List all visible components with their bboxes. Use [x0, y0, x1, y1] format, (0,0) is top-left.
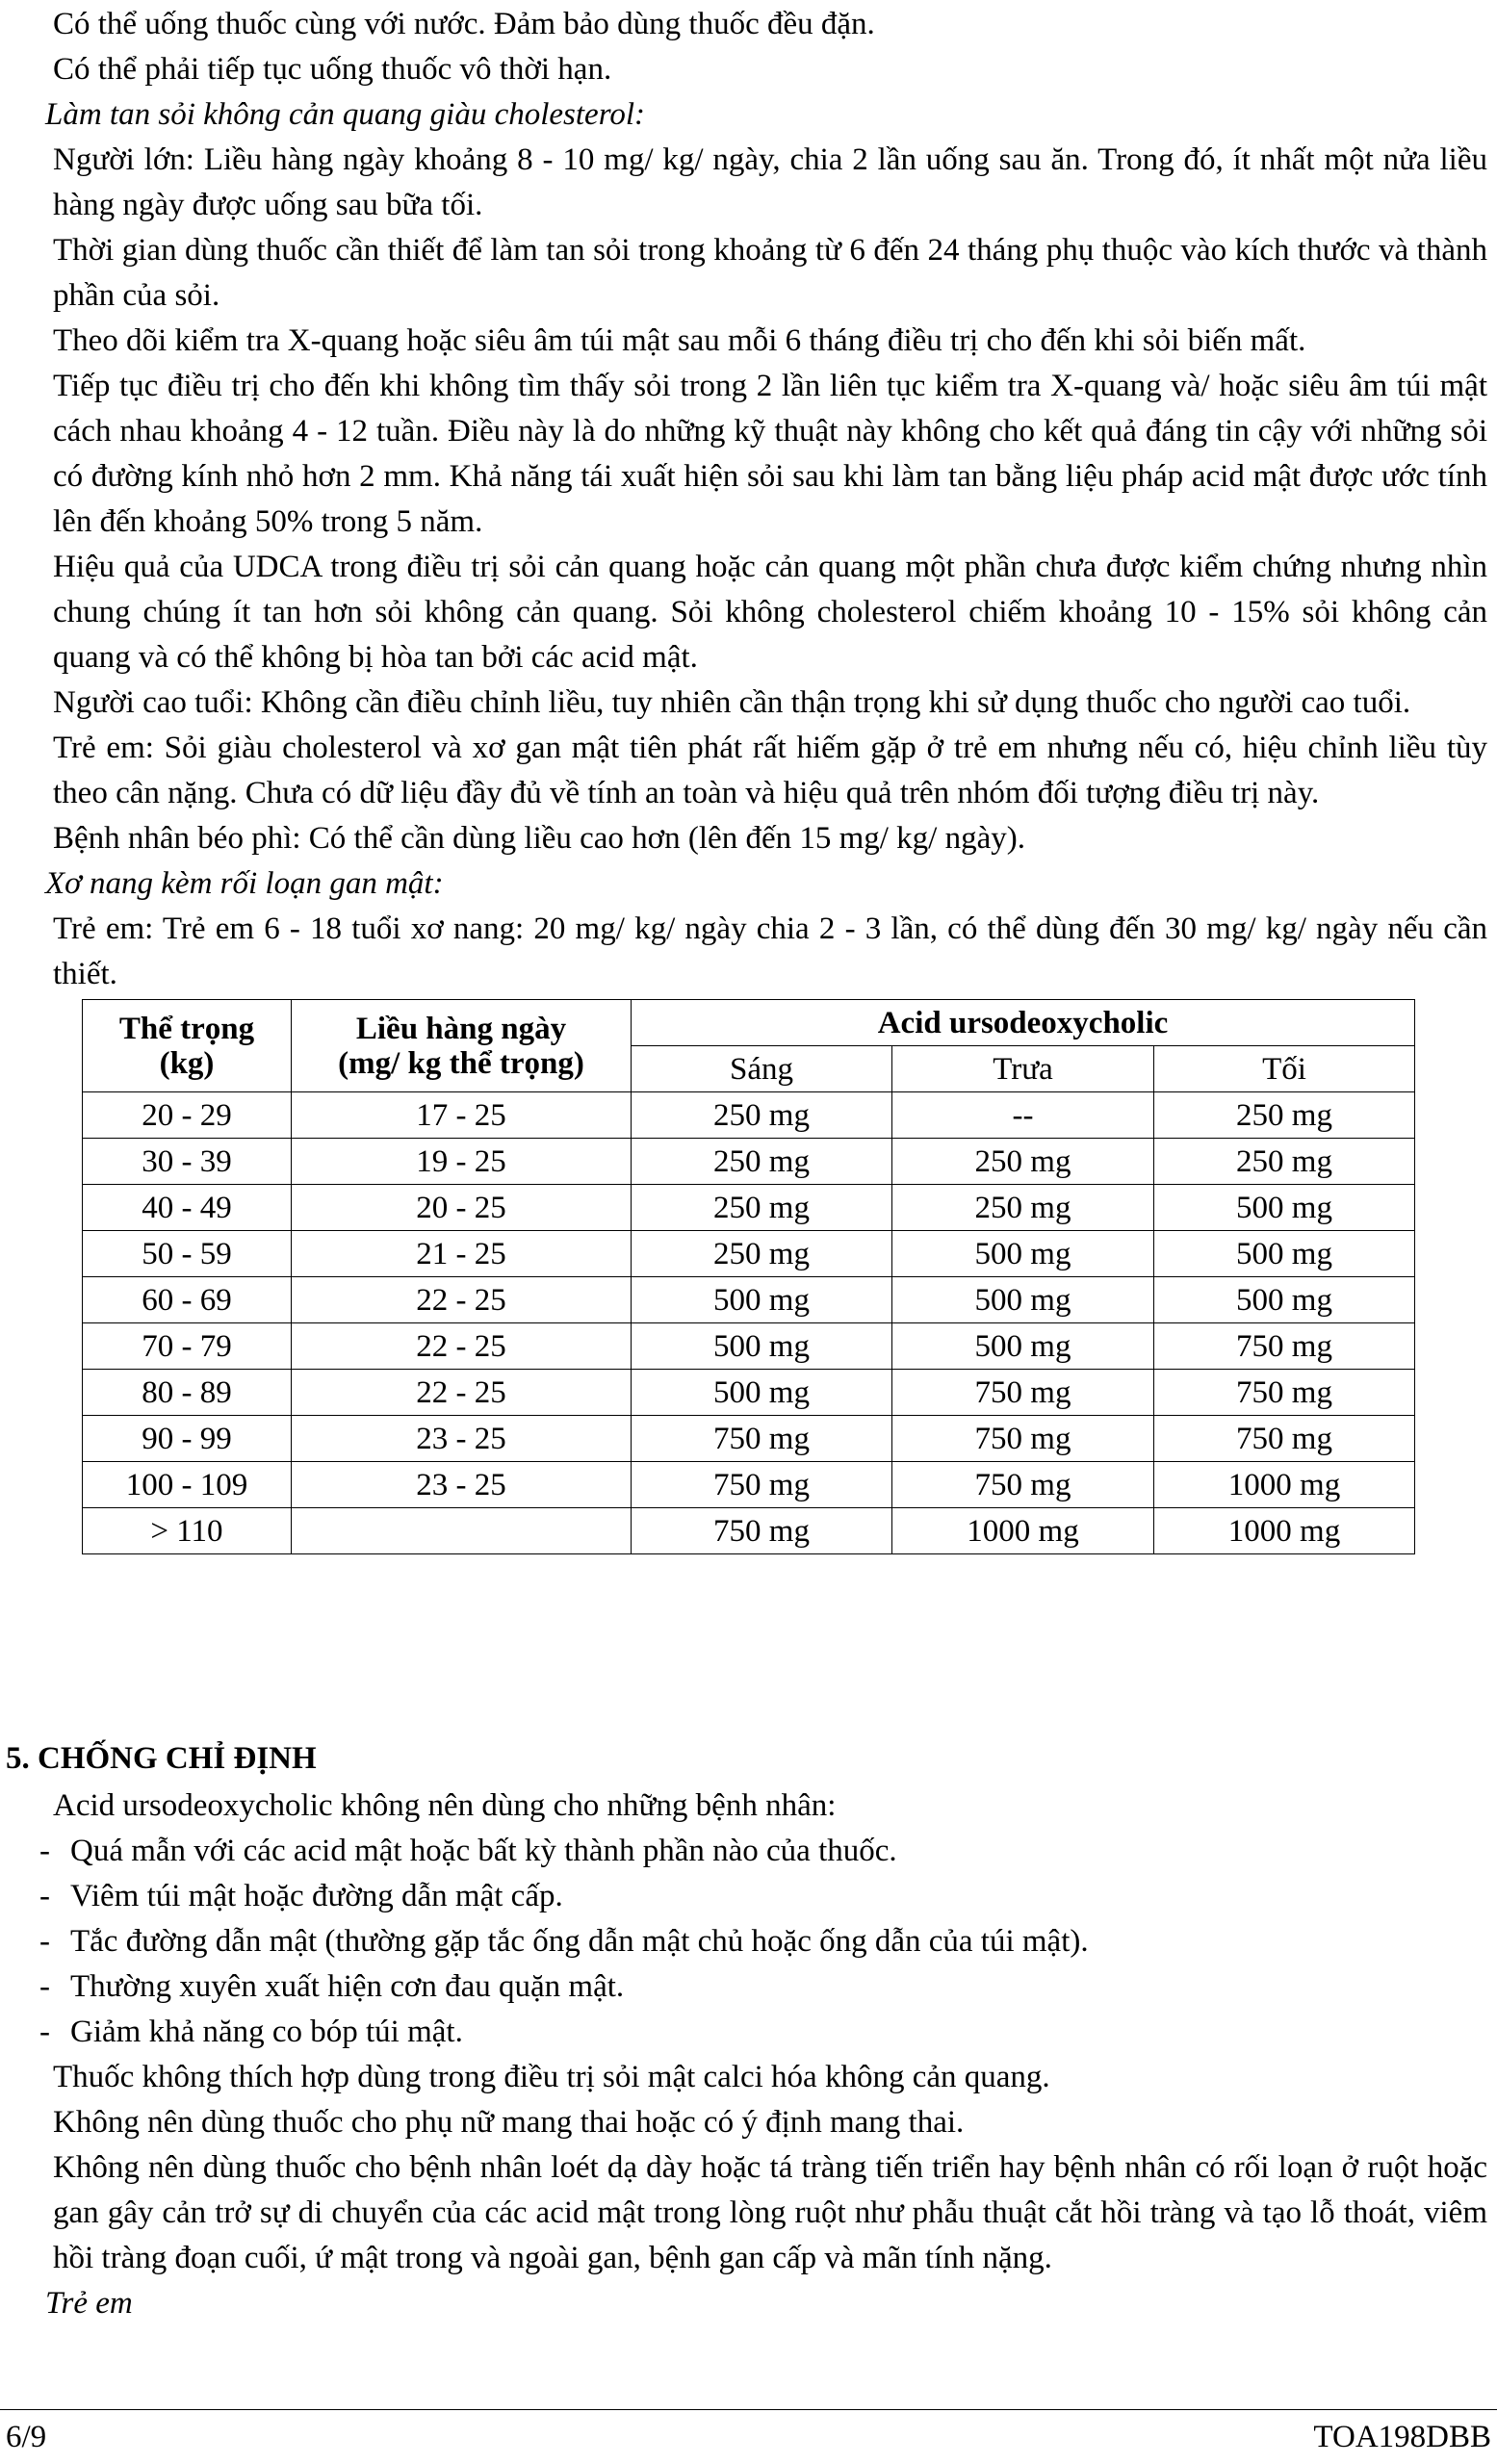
- table-cell: 250 mg: [632, 1185, 892, 1231]
- paragraph: Trẻ em: Sỏi giàu cholesterol và xơ gan mật tiên phát rất hiếm gặp ở trẻ em nhưng nếu có, hiệu chỉnh liều tùy theo cân nặng. Chưa có dữ liệu đầy đủ về tính an toàn và hiệu quả trên nhóm đối tượng điều trị này.: [53, 731, 1487, 810]
- table-row: [83, 1277, 1415, 1323]
- table-cell: 20 - 25: [292, 1185, 632, 1231]
- document-body: [45, 2, 1487, 1554]
- table-cell: 1000 mg: [1154, 1508, 1415, 1554]
- table-cell: 750 mg: [632, 1508, 892, 1554]
- table-cell: 750 mg: [1154, 1416, 1415, 1462]
- table-row: [83, 1231, 1415, 1277]
- table-row: [83, 1139, 1415, 1185]
- document-code: TOA198DBB: [1313, 2420, 1491, 2454]
- table-cell: 500 mg: [1154, 1185, 1415, 1231]
- table-cell: 500 mg: [1154, 1231, 1415, 1277]
- table-cell: 22 - 25: [292, 1370, 632, 1416]
- table-row: [83, 1462, 1415, 1508]
- subheading-noncalcified-stones: Làm tan sỏi không cản quang giàu cholesterol:: [45, 97, 645, 132]
- table-cell: 1000 mg: [1154, 1462, 1415, 1508]
- table-cell: 21 - 25: [292, 1231, 632, 1277]
- paragraph: Hiệu quả của UDCA trong điều trị sỏi cản quang hoặc cản quang một phần chưa được kiểm chứng nhưng nhìn chung chúng ít tan hơn sỏi không cản quang. Sỏi không cholesterol chiếm khoảng 10 - 15% sỏi không cản quang và có thể không bị hòa tan bởi các acid mật.: [53, 550, 1487, 675]
- header-acid-ursodeoxycholic: Acid ursodeoxycholic: [632, 1000, 1415, 1046]
- table-cell: 50 - 59: [83, 1231, 292, 1277]
- paragraph: Thuốc không thích hợp dùng trong điều trị sỏi mật calci hóa không cản quang.: [53, 2060, 1050, 2094]
- table-cell: 750 mg: [892, 1462, 1154, 1508]
- page-number: 6/9: [6, 2420, 47, 2454]
- subheading-children: Trẻ em: [45, 2286, 133, 2321]
- contraindications-body: [45, 1784, 1487, 2326]
- footer-divider: [0, 2409, 1497, 2410]
- contraindication-list: [53, 1829, 1487, 2055]
- table-cell: 250 mg: [632, 1231, 892, 1277]
- list-item: - Quá mẫn với các acid mật hoặc bất kỳ thành phần nào của thuốc.: [39, 1829, 1487, 1874]
- table-cell: 750 mg: [632, 1462, 892, 1508]
- table-cell: 60 - 69: [83, 1277, 292, 1323]
- table-row: [83, 1508, 1415, 1554]
- table-cell: 500 mg: [892, 1277, 1154, 1323]
- table-cell: 80 - 89: [83, 1370, 292, 1416]
- paragraph: Có thể uống thuốc cùng với nước. Đảm bảo dùng thuốc đều đặn.: [53, 7, 875, 41]
- table-cell: 70 - 79: [83, 1323, 292, 1370]
- paragraph: Bệnh nhân béo phì: Có thể cần dùng liều cao hơn (lên đến 15 mg/ kg/ ngày).: [53, 821, 1025, 856]
- table-row: [83, 1185, 1415, 1231]
- table-cell: [292, 1508, 632, 1554]
- table-cell: 500 mg: [632, 1370, 892, 1416]
- table-cell: 23 - 25: [292, 1462, 632, 1508]
- table-cell: 750 mg: [632, 1416, 892, 1462]
- table-cell: 30 - 39: [83, 1139, 292, 1185]
- list-item: - Viêm túi mật hoặc đường dẫn mật cấp.: [39, 1874, 1487, 1919]
- table-cell: 750 mg: [892, 1416, 1154, 1462]
- table-cell: 19 - 25: [292, 1139, 632, 1185]
- header-evening: Tối: [1154, 1046, 1415, 1092]
- list-item: - Thường xuyên xuất hiện cơn đau quặn mật.: [39, 1964, 1487, 2010]
- paragraph: Không nên dùng thuốc cho phụ nữ mang thai hoặc có ý định mang thai.: [53, 2105, 965, 2140]
- table-cell: 100 - 109: [83, 1462, 292, 1508]
- dosage-table-wrapper: [82, 999, 1487, 1554]
- table-cell: 750 mg: [1154, 1323, 1415, 1370]
- subheading-cystic-fibrosis: Xơ nang kèm rối loạn gan mật:: [45, 866, 444, 901]
- paragraph: Thời gian dùng thuốc cần thiết để làm tan sỏi trong khoảng từ 6 đến 24 tháng phụ thuộc vào kích thước và thành phần của sỏi.: [53, 233, 1487, 313]
- header-body-weight: Thể trọng (kg): [83, 1000, 292, 1092]
- table-cell: 40 - 49: [83, 1185, 292, 1231]
- table-cell: 90 - 99: [83, 1416, 292, 1462]
- paragraph: Acid ursodeoxycholic không nên dùng cho những bệnh nhân:: [53, 1788, 837, 1823]
- table-cell: 23 - 25: [292, 1416, 632, 1462]
- table-row: [83, 1416, 1415, 1462]
- paragraph: Theo dõi kiểm tra X-quang hoặc siêu âm túi mật sau mỗi 6 tháng điều trị cho đến khi sỏi biến mất.: [53, 323, 1306, 358]
- table-cell: 250 mg: [1154, 1139, 1415, 1185]
- table-cell: 500 mg: [892, 1231, 1154, 1277]
- header-daily-dose: Liều hàng ngày (mg/ kg thể trọng): [292, 1000, 632, 1092]
- section-title-contraindications: 5. CHỐNG CHỈ ĐỊNH: [6, 1741, 317, 1776]
- table-cell: 250 mg: [1154, 1092, 1415, 1139]
- table-row: [83, 1323, 1415, 1370]
- list-item: - Tắc đường dẫn mật (thường gặp tắc ống dẫn mật chủ hoặc ống dẫn của túi mật).: [39, 1919, 1487, 1964]
- dosage-table-body: [83, 1092, 1415, 1554]
- header-noon: Trưa: [892, 1046, 1154, 1092]
- table-cell: 500 mg: [632, 1323, 892, 1370]
- table-cell: 500 mg: [1154, 1277, 1415, 1323]
- table-cell: 1000 mg: [892, 1508, 1154, 1554]
- table-row: [83, 1092, 1415, 1139]
- table-cell: 22 - 25: [292, 1323, 632, 1370]
- table-cell: 250 mg: [892, 1139, 1154, 1185]
- table-row: [83, 1370, 1415, 1416]
- paragraph: Có thể phải tiếp tục uống thuốc vô thời hạn.: [53, 52, 612, 87]
- table-cell: 750 mg: [892, 1370, 1154, 1416]
- table-cell: 750 mg: [1154, 1370, 1415, 1416]
- table-cell: > 110: [83, 1508, 292, 1554]
- dosage-table: [82, 999, 1415, 1554]
- paragraph: Tiếp tục điều trị cho đến khi không tìm thấy sỏi trong 2 lần liên tục kiểm tra X-quang và/ hoặc siêu âm túi mật cách nhau khoảng 4 - 12 tuần. Điều này là do những kỹ thuật này không cho kết quả đáng tin cậy với những sỏi có đường kính nhỏ hơn 2 mm. Khả năng tái xuất hiện sỏi sau khi làm tan bằng liệu pháp acid mật được ước tính lên đến khoảng 50% trong 5 năm.: [53, 369, 1487, 539]
- table-cell: 20 - 29: [83, 1092, 292, 1139]
- table-cell: 250 mg: [632, 1092, 892, 1139]
- paragraph: Người cao tuổi: Không cần điều chỉnh liều, tuy nhiên cần thận trọng khi sử dụng thuốc cho người cao tuổi.: [53, 685, 1411, 720]
- table-cell: 250 mg: [892, 1185, 1154, 1231]
- table-cell: --: [892, 1092, 1154, 1139]
- table-cell: 250 mg: [632, 1139, 892, 1185]
- table-cell: 17 - 25: [292, 1092, 632, 1139]
- list-item: - Giảm khả năng co bóp túi mật.: [39, 2010, 1487, 2055]
- header-morning: Sáng: [632, 1046, 892, 1092]
- table-cell: 500 mg: [892, 1323, 1154, 1370]
- paragraph: Không nên dùng thuốc cho bệnh nhân loét dạ dày hoặc tá tràng tiến triển hay bệnh nhân có rối loạn ở ruột hoặc gan gây cản trở sự di chuyển của các acid mật trong lòng ruột như phẫu thuật cắt hồi tràng và tạo lỗ thoát, viêm hồi tràng đoạn cuối, ứ mật trong và ngoài gan, bệnh gan cấp và mãn tính nặng.: [53, 2150, 1487, 2275]
- table-cell: 500 mg: [632, 1277, 892, 1323]
- paragraph: Người lớn: Liều hàng ngày khoảng 8 - 10 mg/ kg/ ngày, chia 2 lần uống sau ăn. Trong đó, ít nhất một nửa liều hàng ngày được uống sau bữa tối.: [53, 142, 1487, 222]
- table-cell: 22 - 25: [292, 1277, 632, 1323]
- paragraph: Trẻ em: Trẻ em 6 - 18 tuổi xơ nang: 20 mg/ kg/ ngày chia 2 - 3 lần, có thể dùng đến 30 mg/ kg/ ngày nếu cần thiết.: [53, 911, 1487, 991]
